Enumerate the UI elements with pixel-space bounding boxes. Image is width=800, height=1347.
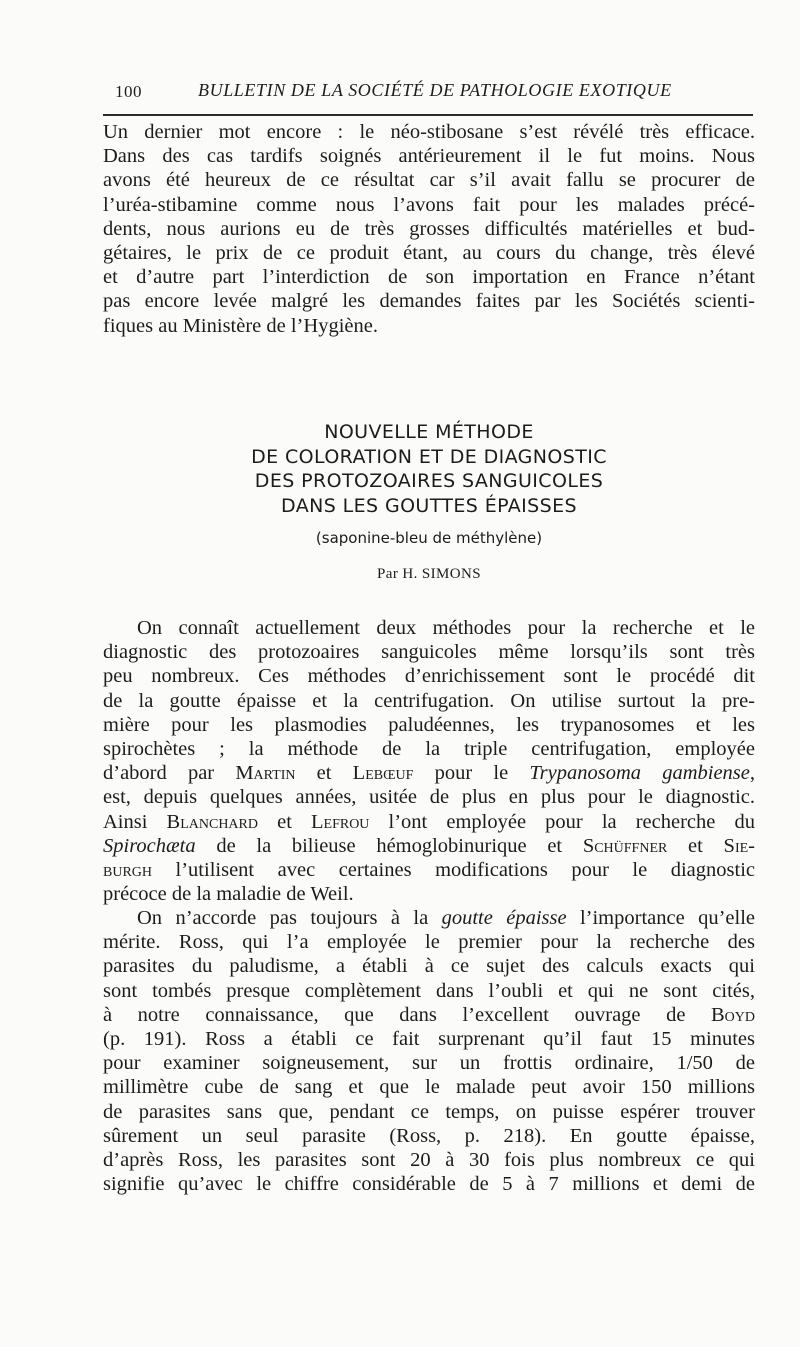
text-run: , (749, 762, 756, 785)
text-run: à notre connaissance, que dans l’excellent ouvrage de (103, 1003, 711, 1026)
title-line: DE COLORATION ET DE DIAGNOSTIC (251, 445, 607, 468)
title-line: NOUVELLE MÉTHODE (324, 421, 534, 443)
text-line: Un dernier mot encore : le néo-stibosane s’est révélé très efficace. (103, 121, 755, 143)
text-run: l’importance qu’elle (566, 907, 755, 929)
text-line: Dans des cas tardifs soignés antérieurement il le fut moins. Nous (103, 145, 755, 168)
text-line (103, 1003, 755, 1027)
text-line: et d’autre part l’interdiction de son importation en France n’étant (103, 266, 755, 289)
text-line: fiques au Ministère de l’Hygiène. (103, 314, 378, 337)
running-header (103, 80, 753, 106)
text-run: d’abord par (103, 762, 236, 785)
intro-paragraph (103, 120, 755, 338)
article-title (103, 420, 755, 518)
author-name-leboeuf: Lebœuf (352, 762, 414, 785)
text-line: (p. 191). Ross a établi ce fait surprenant qu’il faut 15 minutes (103, 1028, 755, 1051)
text-line: mière pour les plasmodies paludéennes, les trypanosomes et les (103, 713, 755, 736)
text-line: gétaires, le prix de ce produit étant, au cours du change, très élevé (103, 242, 755, 265)
text-line: d’après Ross, les parasites sont 20 à 30 fois plus nombreux ce qui (103, 1149, 755, 1172)
body-paragraph-1 (103, 616, 755, 906)
article-subtitle: (saponine-bleu de méthylène) (315, 529, 543, 547)
text-line: millimètre cube de sang et que le malade peut avoir 150 millions (103, 1076, 755, 1099)
title-line: DES PROTOZOAIRES SANGUICOLES (254, 470, 604, 492)
text-line: On connaît actuellement deux méthodes pour la recherche et le (137, 617, 755, 639)
text-run: de la bilieuse hémoglobinurique et (195, 834, 583, 857)
text-line: dents, nous aurions eu de très grosses difficultés matérielles et bud- (103, 217, 755, 240)
header-rule (103, 114, 753, 116)
body-paragraph-2 (103, 906, 755, 1196)
author-name-sieburgh-part2: burgh (103, 859, 153, 882)
text-line: spirochètes ; la méthode de la triple centrifugation, employée (103, 738, 755, 761)
text-line: sont tombés presque complètement dans l’oubli et qui ne sont cités, (103, 979, 755, 1002)
species-name: Trypanosoma gambiense (529, 762, 750, 785)
text-run: et (295, 762, 353, 785)
text-line: de la goutte épaisse et la centrifugation. On utilise surtout la pre- (103, 689, 755, 712)
author-name-blanchard: Blanchard (166, 810, 258, 833)
text-run: et (667, 834, 724, 857)
text-line (103, 858, 755, 882)
text-line: de parasites sans que, pendant ce temps, on puisse espérer trouver (103, 1100, 755, 1123)
author-byline: Par H. SIMONS (377, 566, 481, 582)
text-line: signifie qu’avec le chiffre considérable de 5 à 7 millions et demi de (103, 1173, 755, 1196)
text-run: pour le (413, 762, 530, 785)
author-name-schuffner: Schüffner (582, 834, 668, 857)
author-name-lefrou: Lefrou (311, 810, 370, 833)
text-line (103, 810, 755, 834)
author-name-martin: Martin (235, 762, 296, 785)
text-line: diagnostic des protozoaires sanguicoles même lorsqu’ils sont très (103, 641, 755, 664)
title-line: DANS LES GOUTTES ÉPAISSES (281, 494, 577, 517)
text-line: sûrement un seul parasite (Ross, p. 218). En goutte épaisse, (103, 1124, 755, 1147)
author-name-boyd: Boyd (710, 1003, 755, 1026)
author-name-sieburgh-part1: Sie- (723, 834, 755, 857)
text-line (103, 834, 755, 858)
text-line: précoce de la maladie de Weil. (103, 883, 354, 906)
text-line: avons été heureux de ce résultat car s’il avait fallu se procurer de (103, 169, 755, 192)
genus-name: Spirochæta (103, 834, 196, 857)
text-line: pas encore levée malgré les demandes faites par les Sociétés scienti- (103, 290, 755, 313)
text-run: l’utilisent avec certaines modifications pour le diagnostic (152, 859, 755, 882)
journal-title: BULLETIN DE LA SOCIÉTÉ DE PATHOLOGIE EXOTIQUE (198, 80, 672, 100)
term-goutte-epaisse: goutte épaisse (441, 907, 567, 929)
text-line: pour examiner soigneusement, sur un frottis ordinaire, 1/50 de (103, 1052, 755, 1075)
text-run: Ainsi (103, 810, 167, 833)
text-run: On n’accorde pas toujours à la (137, 907, 442, 929)
text-line: parasites du paludisme, a établi à ce sujet des calculs exacts qui (103, 955, 755, 978)
text-line: l’uréa-stibamine comme nous l’avons fait pour les malades précé- (103, 193, 755, 216)
text-line: mérite. Ross, qui l’a employée le premier pour la recherche des (103, 931, 755, 954)
text-line: peu nombreux. Ces méthodes d’enrichissement sont le procédé dit (103, 665, 755, 688)
text-line: est, depuis quelques années, usitée de plus en plus pour le diagnostic. (103, 786, 755, 809)
page-number: 100 (115, 82, 142, 101)
text-run: et (257, 810, 311, 833)
text-run: l’ont employée pour la recherche du (369, 810, 755, 833)
text-line (103, 761, 755, 785)
text-line (103, 906, 755, 930)
